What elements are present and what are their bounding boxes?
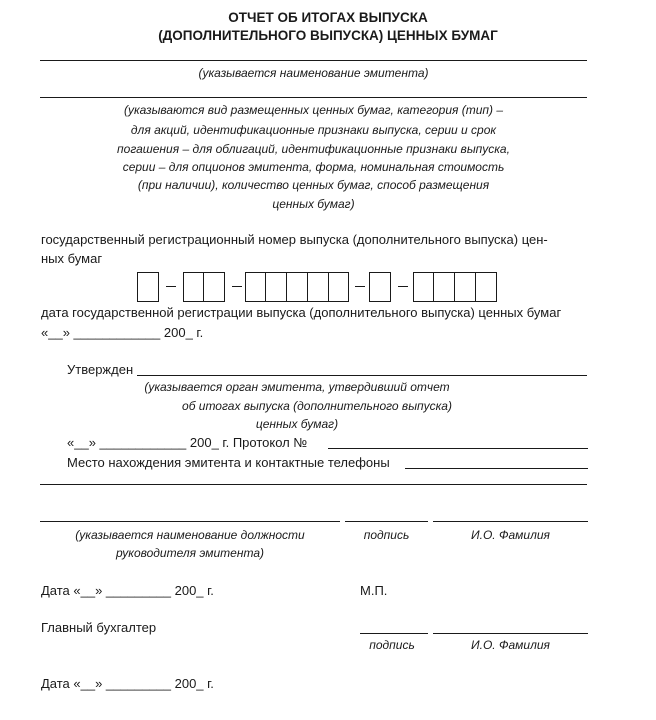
securities-hint-2: для акций, идентификационные признаки выпуска, серии и срок: [130, 123, 497, 137]
reg-number-group-5[interactable]: [413, 272, 497, 302]
securities-hint-4: серии – для опционов эмитента, форма, номинальная стоимость: [122, 160, 505, 174]
reg-number-dash-2: [232, 286, 242, 287]
document-title-line1: ОТЧЕТ ОБ ИТОГАХ ВЫПУСКА: [228, 10, 428, 25]
securities-hint-6: ценных бумаг): [272, 197, 355, 211]
approved-hint-3: ценных бумаг): [255, 417, 339, 431]
approved-by-line[interactable]: [137, 375, 587, 376]
securities-description-line[interactable]: [40, 97, 587, 98]
reg-number-dash-3: [355, 286, 365, 287]
approved-hint-2: об итогах выпуска (дополнительного выпуска): [182, 399, 452, 413]
head-position-hint-1: (указывается наименование должности: [75, 528, 305, 542]
reg-date-value[interactable]: «__» ____________ 200_ г.: [41, 325, 204, 340]
reg-number-label-line2: ных бумаг: [41, 251, 103, 266]
reg-date-label: дата государственной регистрации выпуска (дополнительного выпуска) ценных бумаг: [41, 305, 562, 320]
location-label: Место нахождения эмитента и контактные телефоны: [67, 455, 390, 470]
protocol-date: «__» ____________ 200_ г. Протокол №: [67, 435, 308, 450]
reg-number-dash-4: [398, 286, 408, 287]
reg-number-label-line1: государственный регистрационный номер выпуска (дополнительного выпуска) цен-: [41, 232, 548, 247]
location-line[interactable]: [405, 468, 588, 469]
accountant-name-label: И.О. Фамилия: [471, 638, 550, 652]
stamp-label: М.П.: [360, 583, 388, 598]
date-line-2[interactable]: Дата «__» _________ 200_ г.: [41, 676, 214, 691]
date-line[interactable]: Дата «__» _________ 200_ г.: [41, 583, 214, 598]
reg-number-group-4[interactable]: [369, 272, 391, 302]
accountant-name-line[interactable]: [433, 633, 588, 634]
issuer-name-line[interactable]: [40, 60, 587, 61]
head-name-label: И.О. Фамилия: [471, 528, 550, 542]
chief-accountant-label: Главный бухгалтер: [41, 620, 157, 635]
head-position-line[interactable]: [40, 521, 340, 522]
accountant-signature-line[interactable]: [360, 633, 428, 634]
reg-number-dash-1: [166, 286, 176, 287]
approved-hint-1: (указывается орган эмитента, утвердивший отчет: [144, 380, 450, 394]
accountant-signature-label: подпись: [369, 638, 415, 652]
head-name-line[interactable]: [433, 521, 588, 522]
securities-hint-3: погашения – для облигаций, идентификационные признаки выпуска,: [117, 142, 510, 156]
head-signature-label: подпись: [363, 528, 410, 542]
reg-number-group-3[interactable]: [245, 272, 349, 302]
reg-number-group-2[interactable]: [183, 272, 225, 302]
head-position-hint-2: руководителя эмитента): [116, 546, 264, 560]
document-title-line2: (ДОПОЛНИТЕЛЬНОГО ВЫПУСКА) ЦЕННЫХ БУМАГ: [158, 28, 498, 43]
securities-hint-1: (указываются вид размещенных ценных бумаг, категория (тип) –: [123, 103, 504, 117]
protocol-number-line[interactable]: [328, 448, 588, 449]
location-line-2[interactable]: [40, 484, 587, 485]
issuer-hint: (указывается наименование эмитента): [198, 66, 429, 80]
approved-label: Утвержден: [67, 362, 134, 377]
reg-number-group-1[interactable]: [137, 272, 159, 302]
securities-hint-5: (при наличии), количество ценных бумаг, способ размещения: [137, 178, 490, 192]
head-signature-line[interactable]: [345, 521, 428, 522]
